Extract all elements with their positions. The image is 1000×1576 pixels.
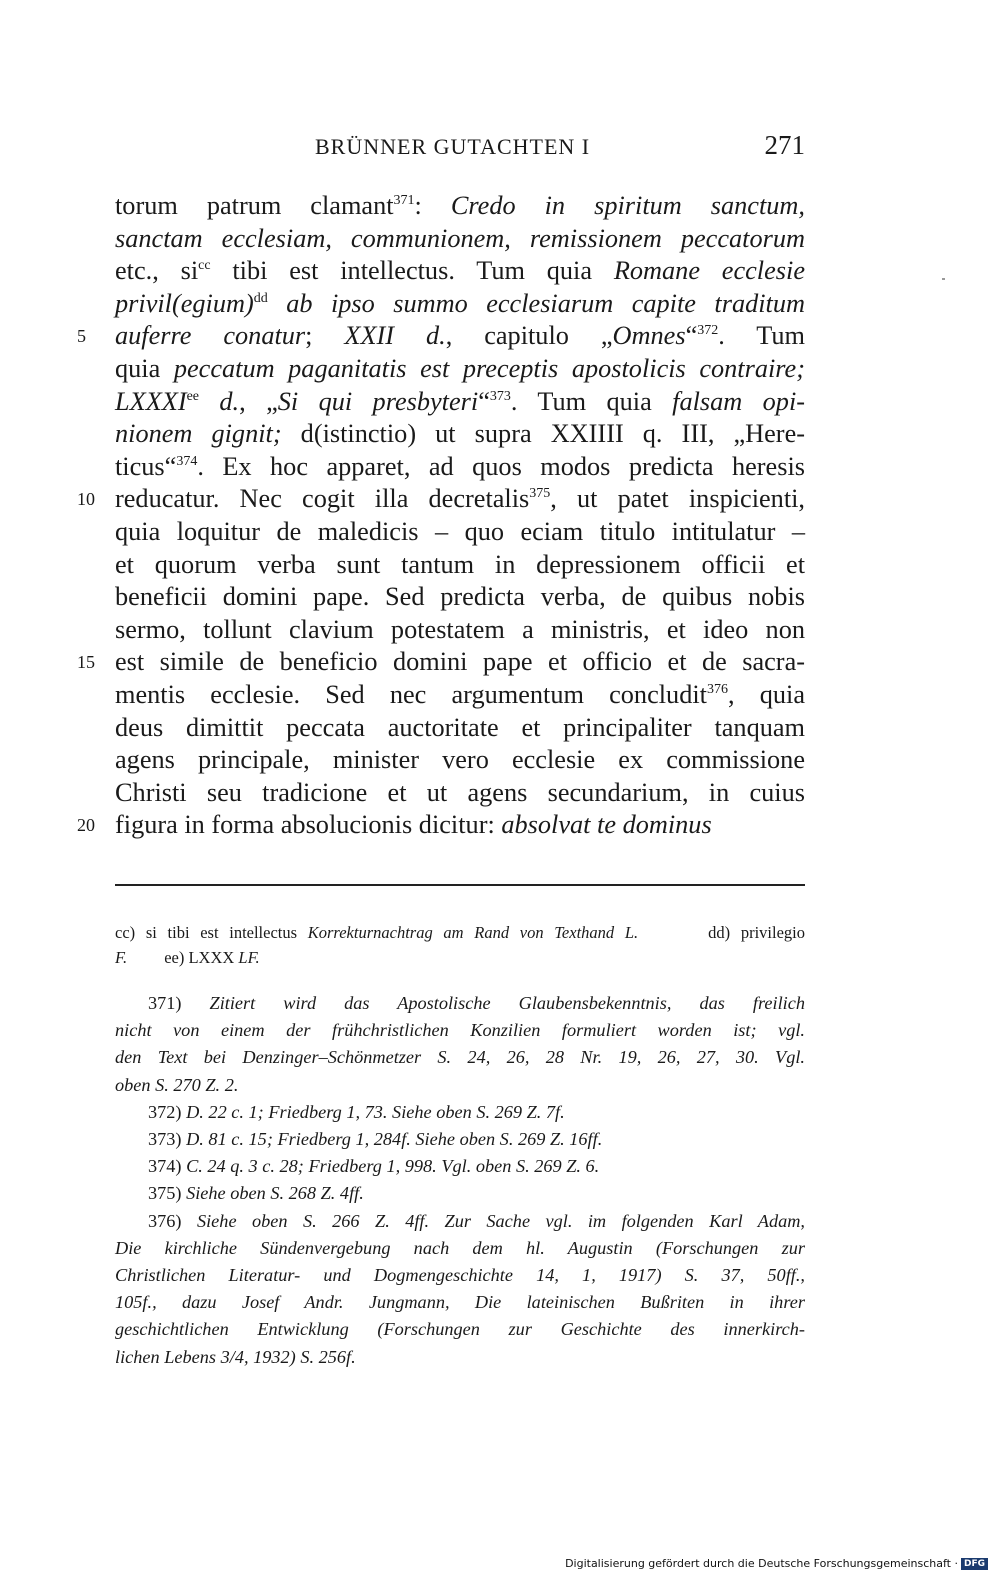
text-line: $LXXXI^{ee}$ d., „Si qui presbyteri“$^{373}$. Tum quia falsam opi- <box>115 386 806 416</box>
footnote-line: oben S. 270 Z. 2. <box>115 1074 239 1095</box>
text-line: sanctam ecclesiam, communionem, remissionem peccatorum <box>115 223 805 253</box>
footnote-line: nicht von einem der frühchristlichen Konzilien formuliert worden ist; vgl. <box>115 1020 805 1041</box>
dfg-logo: DFG <box>961 1558 988 1570</box>
text-line: quia peccatum paganitatis est preceptis apostolicis contraire; <box>115 353 805 383</box>
footnote-line: geschichtlichen Entwicklung (Forschungen zur Geschichte des innerkirch- <box>115 1319 805 1340</box>
footnotes <box>115 990 805 1371</box>
text-line: quia loquitur de maledicis – quo eciam titulo intitulatur – <box>115 516 805 546</box>
text-line: etc., $si^{cc}$ tibi est intellectus. Tum quia Romane ecclesie <box>115 256 805 286</box>
footnote-line: lichen Lebens 3/4, 1932) S. 256f. <box>115 1346 356 1367</box>
footnote-line: 372) D. 22 c. 1; Friedberg 1, 73. Siehe oben S. 269 Z. 7f. <box>148 1101 565 1122</box>
page-number: 271 <box>764 130 805 160</box>
footnote-line: den Text bei Denzinger–Schönmetzer S. 24, 26, 28 Nr. 19, 26, 27, 30. Vgl. <box>115 1047 805 1068</box>
digitization-note: Digitalisierung gefördert durch die Deutsche Forschungsgemeinschaft · <box>565 1557 958 1570</box>
margin-mark <box>942 278 945 280</box>
footnote-rule <box>115 884 805 886</box>
footnote-line: 374) C. 24 q. 3 c. 28; Friedberg 1, 998. Vgl. oben S. 269 Z. 6. <box>148 1156 600 1177</box>
text-line: ticus“$^{374}$. Ex hoc apparet, ad quos modos predicta heresis <box>115 451 805 481</box>
footnote-line: Die kirchliche Sündenvergebung nach dem hl. Augustin (Forschungen zur <box>115 1237 805 1258</box>
text-line: torum patrum clamant$^{371}$: Credo in spiritum sanctum, <box>115 191 805 220</box>
text-line: beneficii domini pape. Sed predicta verba, de quibus nobis <box>115 582 805 612</box>
text-line: et quorum verba sunt tantum in depressionem officii et <box>115 549 805 579</box>
footnote-line: 376) Siehe oben S. 266 Z. 4ff. Zur Sache vgl. im folgenden Karl Adam, <box>148 1210 805 1231</box>
line-number: 5 <box>77 326 86 347</box>
footnote-line: 375) Siehe oben S. 268 Z. 4ff. <box>148 1183 364 1204</box>
line-number: 10 <box>77 489 95 510</box>
text-line: nionem gignit; d(istinctio) ut supra XXIIII q. III, „Here- <box>115 419 805 449</box>
text-line: 15 est simile de beneficio domini pape et officio et de sacra- <box>115 646 805 679</box>
text-line: Christi seu tradicione et ut agens secundarium, in cuius <box>115 777 805 807</box>
text-line: 5 auferre conatur; XXII d., capitulo „Omnes“$^{372}$. Tum <box>115 320 805 353</box>
text-line: sermo, tollunt clavium potestatem a ministris, et ideo non <box>115 614 805 644</box>
text-line: mentis ecclesie. Sed nec argumentum concludit$^{376}$, quia <box>115 679 805 709</box>
text-line: 20 figura in forma absolucionis dicitur: absolvat te dominus <box>115 809 805 842</box>
footnote-line: Christlichen Literatur- und Dogmengeschichte 14, 1, 1917) S. 37, 50ff., <box>115 1265 805 1286</box>
running-title: BRÜNNER GUTACHTEN I <box>315 134 591 159</box>
apparatus-note: cc) si tibi est intellectus Korrekturnachtrag am Rand von Texthand L. dd) privilegio <box>115 923 805 942</box>
running-header <box>115 130 805 170</box>
text-line: 10 reducatur. Nec cogit illa decretalis$^{375}$, ut patet inspicienti, <box>115 483 805 516</box>
digitization-footer <box>565 1557 988 1570</box>
apparatus-note: F. ee) LXXX LF. <box>115 948 260 967</box>
text-line: agens principale, minister vero ecclesie ex commissione <box>115 745 805 775</box>
line-number: 20 <box>77 815 95 836</box>
textual-apparatus <box>115 920 805 970</box>
text-line: privil(egium)$^{dd}$ ab ipso summo ecclesiarum capite traditum <box>115 288 805 318</box>
footnote-line: 371) Zitiert wird das Apostolische Glaubensbekenntnis, das freilich <box>148 993 805 1013</box>
text-line: deus dimittit peccata auctoritate et principaliter tanquam <box>115 712 805 742</box>
line-number: 15 <box>77 652 95 673</box>
footnote-line: 105f., dazu Josef Andr. Jungmann, Die lateinischen Bußriten in ihrer <box>115 1292 805 1313</box>
footnote-line: 373) D. 81 c. 15; Friedberg 1, 284f. Siehe oben S. 269 Z. 16ff. <box>148 1129 603 1150</box>
main-text <box>77 190 806 842</box>
